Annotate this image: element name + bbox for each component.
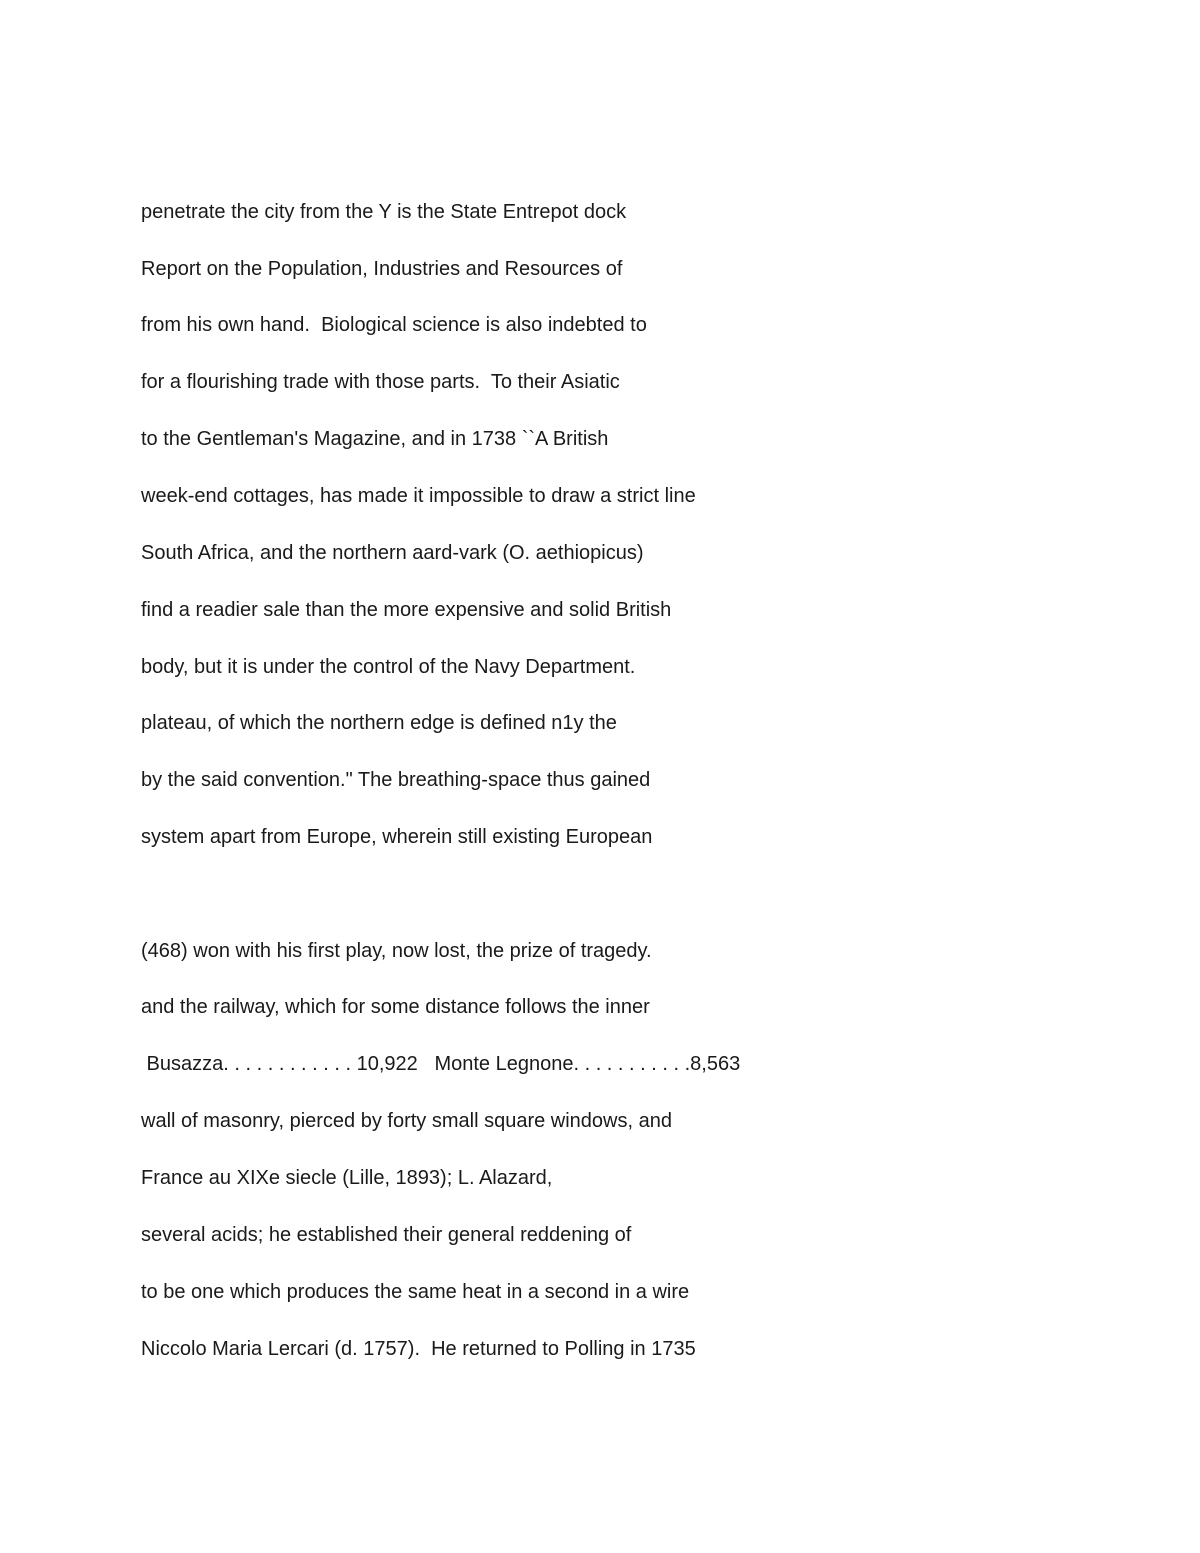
text-line: body, but it is under the control of the Navy Department.: [141, 656, 636, 678]
text-line: week-end cottages, has made it impossible to draw a strict line: [141, 485, 696, 507]
text-line: Busazza. . . . . . . . . . . . 10,922 Monte Legnone. . . . . . . . . . .8,563: [141, 1053, 741, 1075]
text-line: Report on the Population, Industries and Resources of: [141, 258, 623, 280]
text-line: France au XIXe siecle (Lille, 1893); L. Alazard,: [141, 1167, 553, 1189]
text-line: by the said convention." The breathing-space thus gained: [141, 769, 651, 791]
text-line: South Africa, and the northern aard-vark (O. aethiopicus): [141, 542, 644, 564]
text-line: plateau, of which the northern edge is defined n1y the: [141, 712, 617, 734]
text-line: to be one which produces the same heat in a second in a wire: [141, 1281, 690, 1303]
text-line: from his own hand. Biological science is also indebted to: [141, 314, 647, 336]
text-line: several acids; he established their general reddening of: [141, 1224, 632, 1246]
text-line: to the Gentleman's Magazine, and in 1738 ``A British: [141, 428, 609, 450]
text-line: Niccolo Maria Lercari (d. 1757). He returned to Polling in 1735: [141, 1338, 696, 1360]
text-line: system apart from Europe, wherein still existing European: [141, 826, 653, 848]
text-line: find a readier sale than the more expensive and solid British: [141, 599, 672, 621]
text-line: for a flourishing trade with those parts. To their Asiatic: [141, 371, 620, 393]
text-line: penetrate the city from the Y is the State Entrepot dock: [141, 201, 627, 223]
text-line: wall of masonry, pierced by forty small square windows, and: [141, 1110, 672, 1132]
text-line: and the railway, which for some distance follows the inner: [141, 996, 650, 1018]
text-line: (468) won with his first play, now lost, the prize of tragedy.: [141, 940, 652, 962]
